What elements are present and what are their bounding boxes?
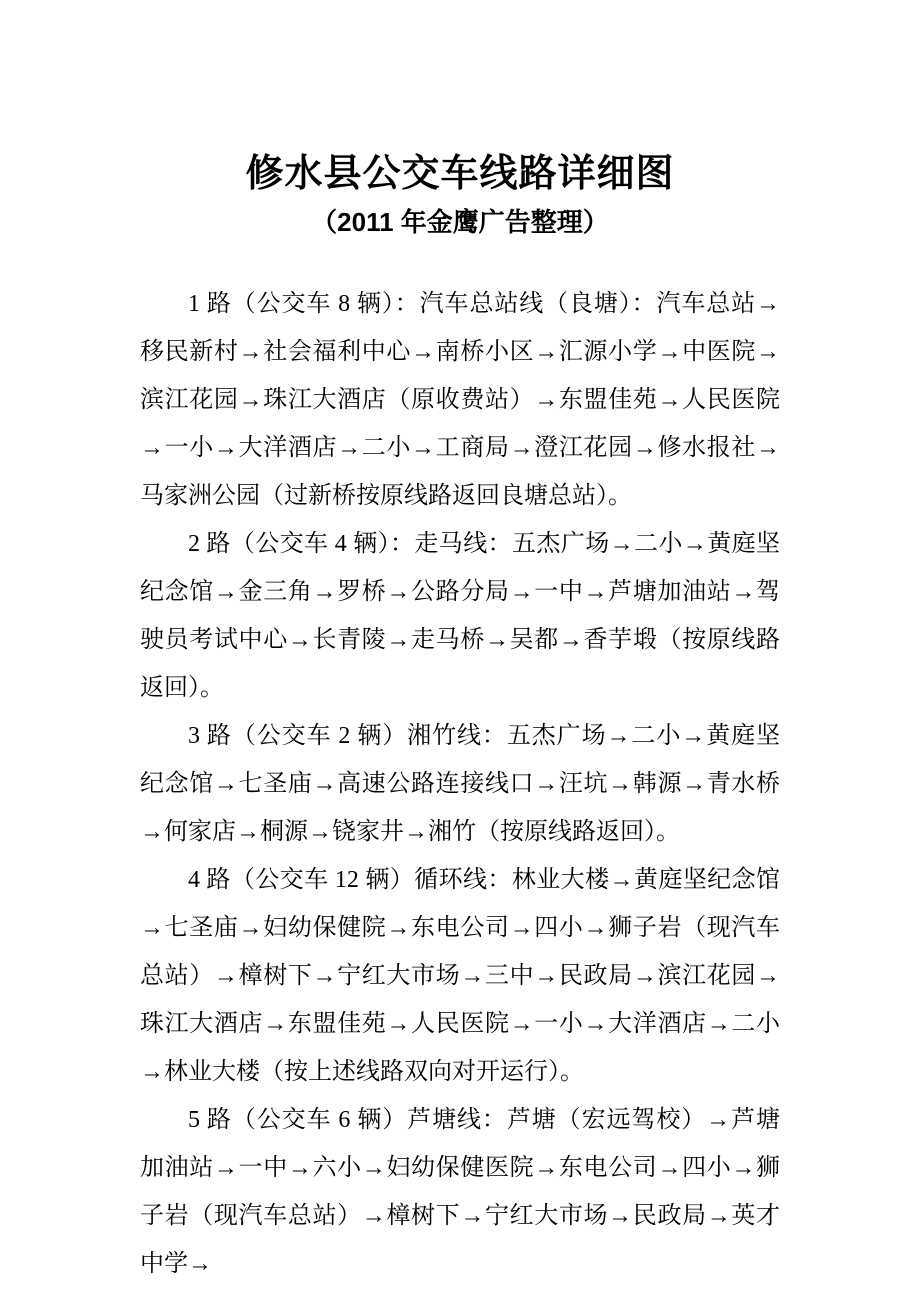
route-3-paragraph: 3 路（公交车 2 辆）湘竹线：五杰广场→二小→黄庭坚纪念馆→七圣庙→高速公路连接线口→汪坑→韩源→青水桥→何家店→桐源→铙家井→湘竹（按原线路返回）。	[140, 723, 780, 845]
document-subtitle: （2011 年金鹰广告整理）	[311, 207, 609, 237]
route-1-paragraph: 1 路（公交车 8 辆）：汽车总站线（良塘）：汽车总站→移民新村→社会福利中心→南桥小区→汇源小学→中医院→滨江花园→珠江大酒店（原收费站）→东盟佳苑→人民医院→一小→大洋酒店→二小→工商局→澄江花园→修水报社→马家洲公园（过新桥按原线路返回良塘总站）。	[140, 291, 780, 509]
route-5-paragraph: 5 路（公交车 6 辆）芦塘线：芦塘（宏远驾校）→芦塘加油站→一中→六小→妇幼保健医院→东电公司→四小→狮子岩（现汽车总站）→樟树下→宁红大市场→民政局→英才中学→	[140, 1107, 780, 1277]
document-title: 修水县公交车线路详细图	[245, 153, 675, 195]
route-2-paragraph: 2 路（公交车 4 辆）：走马线：五杰广场→二小→黄庭坚纪念馆→金三角→罗桥→公路分局→一中→芦塘加油站→驾驶员考试中心→长青陵→走马桥→吴都→香芋塅（按原线路返回）。	[140, 531, 780, 701]
document-body	[140, 280, 780, 1288]
route-4-paragraph: 4 路（公交车 12 辆）循环线：林业大楼→黄庭坚纪念馆→七圣庙→妇幼保健院→东电公司→四小→狮子岩（现汽车总站）→樟树下→宁红大市场→三中→民政局→滨江花园→珠江大酒店→东盟佳苑→人民医院→一小→大洋酒店→二小→林业大楼（按上述线路双向对开运行）。	[140, 867, 780, 1085]
